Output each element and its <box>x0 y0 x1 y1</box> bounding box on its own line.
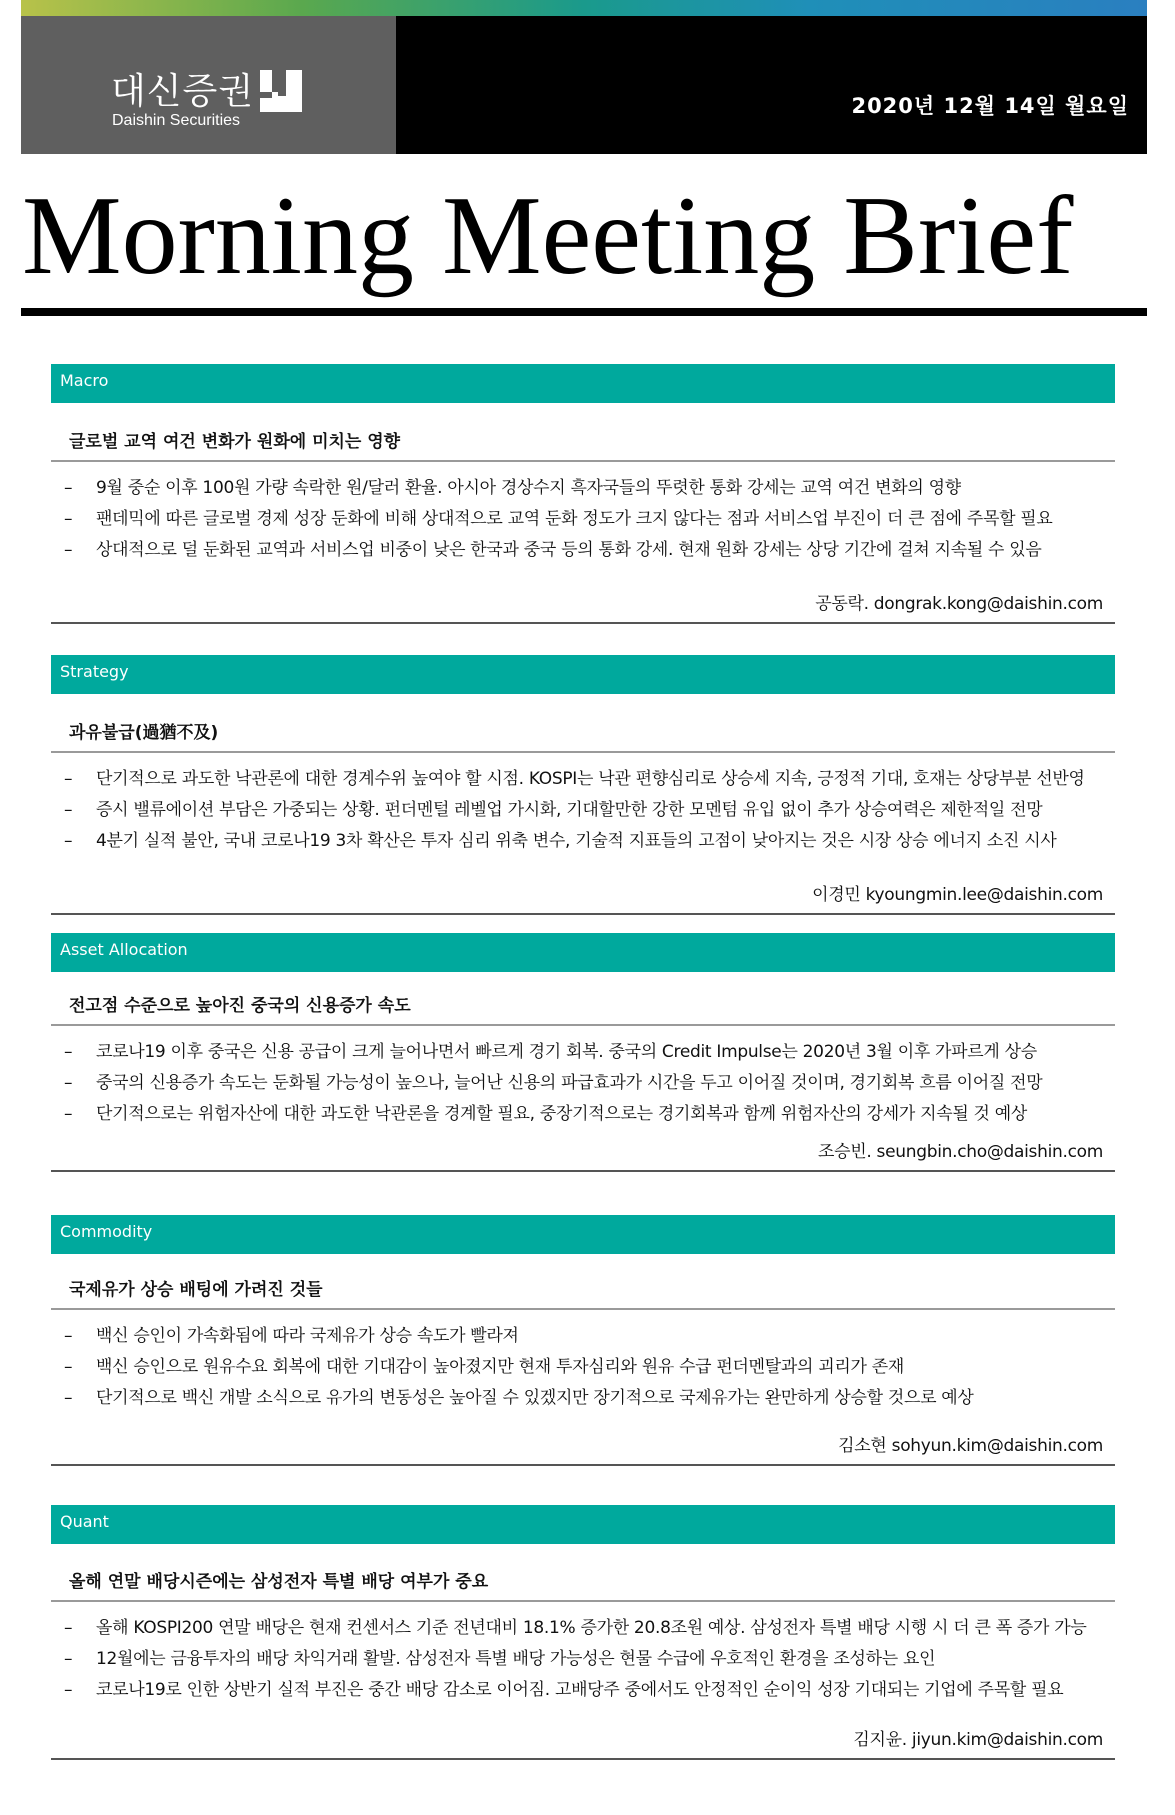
dash-icon: – <box>64 1104 73 1124</box>
section-bottom-divider <box>51 1464 1115 1466</box>
bullet-text: 단기적으로 백신 개발 소식으로 유가의 변동성은 높아질 수 있겠지만 장기적으로 국제유가는 완만하게 상승할 것으로 예상 <box>96 1388 974 1408</box>
section-headline: 국제유가 상승 배팅에 가려진 것들 <box>69 1280 323 1300</box>
section-bottom-divider <box>51 1758 1115 1760</box>
author-contact: 이경민 kyoungmin.lee@daishin.com <box>812 885 1103 905</box>
bullet-text: 백신 승인이 가속화됨에 따라 국제유가 상승 속도가 빨라져 <box>96 1326 519 1346</box>
bullet-text: 올해 KOSPI200 연말 배당은 현재 컨센서스 기준 전년대비 18.1% 증가한 20.8조원 예상. 삼성전자 특별 배당 시행 시 더 큰 폭 증가 가능 <box>96 1618 1087 1638</box>
dash-icon: – <box>64 1042 73 1062</box>
author-contact: 공동락. dongrak.kong@daishin.com <box>815 594 1103 614</box>
headline-divider <box>51 460 1115 462</box>
dash-icon: – <box>64 1680 73 1700</box>
bullet-list <box>51 1321 1115 1414</box>
section-macro <box>51 364 1115 624</box>
dash-icon: – <box>64 1649 73 1669</box>
author-contact: 김소현 sohyun.kim@daishin.com <box>838 1436 1103 1456</box>
section-headline: 전고점 수준으로 높아진 중국의 신용증가 속도 <box>69 996 411 1016</box>
bullet-item <box>51 764 1115 795</box>
headline-divider <box>51 751 1115 753</box>
report-date: 2020년 12월 14일 월요일 <box>851 94 1129 118</box>
bullet-item <box>51 1352 1115 1383</box>
dash-icon: – <box>64 769 73 789</box>
bullet-item <box>51 1644 1115 1675</box>
daishin-logo-icon <box>256 66 306 116</box>
bullet-text: 상대적으로 덜 둔화된 교역과 서비스업 비중이 낮은 한국과 중국 등의 통화 강세. 현재 원화 강세는 상당 기간에 걸쳐 지속될 수 있음 <box>96 540 1042 560</box>
dash-icon: – <box>64 800 73 820</box>
bullet-item <box>51 473 1115 504</box>
bullet-text: 증시 밸류에이션 부담은 가중되는 상황. 펀더멘털 레벨업 가시화, 기대할만한 강한 모멘텀 유입 없이 추가 상승여력은 제한적일 전망 <box>96 800 1043 820</box>
dash-icon: – <box>64 1326 73 1346</box>
section-label: Strategy <box>51 655 1115 694</box>
bullet-list <box>51 1613 1115 1706</box>
headline-divider <box>51 1024 1115 1026</box>
bullet-list <box>51 764 1115 857</box>
headline-divider <box>51 1308 1115 1310</box>
section-label: Asset Allocation <box>51 933 1115 972</box>
bullet-item <box>51 795 1115 826</box>
bullet-item <box>51 1383 1115 1414</box>
bullet-text: 팬데믹에 따른 글로벌 경제 성장 둔화에 비해 상대적으로 교역 둔화 정도가 크지 않다는 점과 서비스업 부진이 더 큰 점에 주목할 필요 <box>96 509 1053 529</box>
section-headline: 올해 연말 배당시즌에는 삼성전자 특별 배당 여부가 중요 <box>69 1572 489 1592</box>
bullet-item <box>51 1037 1115 1068</box>
headline-divider <box>51 1600 1115 1602</box>
bullet-item <box>51 1675 1115 1706</box>
bullet-list <box>51 1037 1115 1130</box>
bullet-item <box>51 504 1115 535</box>
bullet-text: 중국의 신용증가 속도는 둔화될 가능성이 높으나, 늘어난 신용의 파급효과가 시간을 두고 이어질 것이며, 경기회복 흐름 이어질 전망 <box>96 1073 1043 1093</box>
section-bottom-divider <box>51 1170 1115 1172</box>
section-asset-allocation <box>51 933 1115 1172</box>
section-bottom-divider <box>51 622 1115 624</box>
section-label: Commodity <box>51 1215 1115 1254</box>
section-strategy <box>51 655 1115 915</box>
dash-icon: – <box>64 1073 73 1093</box>
logo-block <box>21 16 396 154</box>
section-label: Quant <box>51 1505 1115 1544</box>
dash-icon: – <box>64 478 73 498</box>
dash-icon: – <box>64 540 73 560</box>
author-contact: 김지윤. jiyun.kim@daishin.com <box>853 1730 1103 1750</box>
bullet-text: 9월 중순 이후 100원 가량 속락한 원/달러 환율. 아시아 경상수지 흑자국들의 뚜렷한 통화 강세는 교역 여건 변화의 영향 <box>96 478 961 498</box>
section-headline: 글로벌 교역 여건 변화가 원화에 미치는 영향 <box>69 432 401 452</box>
section-headline: 과유불급(過猶不及) <box>69 723 219 743</box>
dash-icon: – <box>64 831 73 851</box>
bullet-item <box>51 1099 1115 1130</box>
bullet-text: 단기적으로는 위험자산에 대한 과도한 낙관론을 경계할 필요, 중장기적으로는 경기회복과 함께 위험자산의 강세가 지속될 것 예상 <box>96 1104 1028 1124</box>
section-label: Macro <box>51 364 1115 403</box>
title-divider <box>21 308 1147 316</box>
bullet-item <box>51 1613 1115 1644</box>
bullet-text: 백신 승인으로 원유수요 회복에 대한 기대감이 높아졌지만 현재 투자심리와 원유 수급 펀더멘탈과의 괴리가 존재 <box>96 1357 904 1377</box>
bullet-text: 단기적으로 과도한 낙관론에 대한 경계수위 높여야 할 시점. KOSPI는 낙관 편향심리로 상승세 지속, 긍정적 기대, 호재는 상당부분 선반영 <box>96 769 1085 789</box>
bullet-item <box>51 1321 1115 1352</box>
page-title: Morning Meeting Brief <box>22 174 1074 298</box>
author-contact: 조승빈. seungbin.cho@daishin.com <box>817 1142 1103 1162</box>
bullet-text: 코로나19 이후 중국은 신용 공급이 크게 늘어나면서 빠르게 경기 회복. 중국의 Credit Impulse는 2020년 3월 이후 가파르게 상승 <box>96 1042 1037 1062</box>
bullet-text: 12월에는 금융투자의 배당 차익거래 활발. 삼성전자 특별 배당 가능성은 현물 수급에 우호적인 환경을 조성하는 요인 <box>96 1649 936 1669</box>
bullet-text: 코로나19로 인한 상반기 실적 부진은 중간 배당 감소로 이어짐. 고배당주 중에서도 안정적인 순이익 성장 기대되는 기업에 주목할 필요 <box>96 1680 1064 1700</box>
dash-icon: – <box>64 1618 73 1638</box>
section-bottom-divider <box>51 913 1115 915</box>
bullet-item <box>51 1068 1115 1099</box>
bullet-item <box>51 826 1115 857</box>
bullet-text: 4분기 실적 불안, 국내 코로나19 3차 확산은 투자 심리 위축 변수, 기술적 지표들의 고점이 낮아지는 것은 시장 상승 에너지 소진 시사 <box>96 831 1057 851</box>
logo-korean: 대신증권 <box>111 71 255 112</box>
header-bar <box>21 0 1147 154</box>
dash-icon: – <box>64 509 73 529</box>
bullet-list <box>51 473 1115 566</box>
dash-icon: – <box>64 1357 73 1377</box>
section-commodity <box>51 1215 1115 1466</box>
logo-english: Daishin Securities <box>112 112 241 129</box>
section-quant <box>51 1505 1115 1760</box>
bullet-item <box>51 535 1115 566</box>
dash-icon: – <box>64 1388 73 1408</box>
gradient-strip <box>21 0 1147 16</box>
